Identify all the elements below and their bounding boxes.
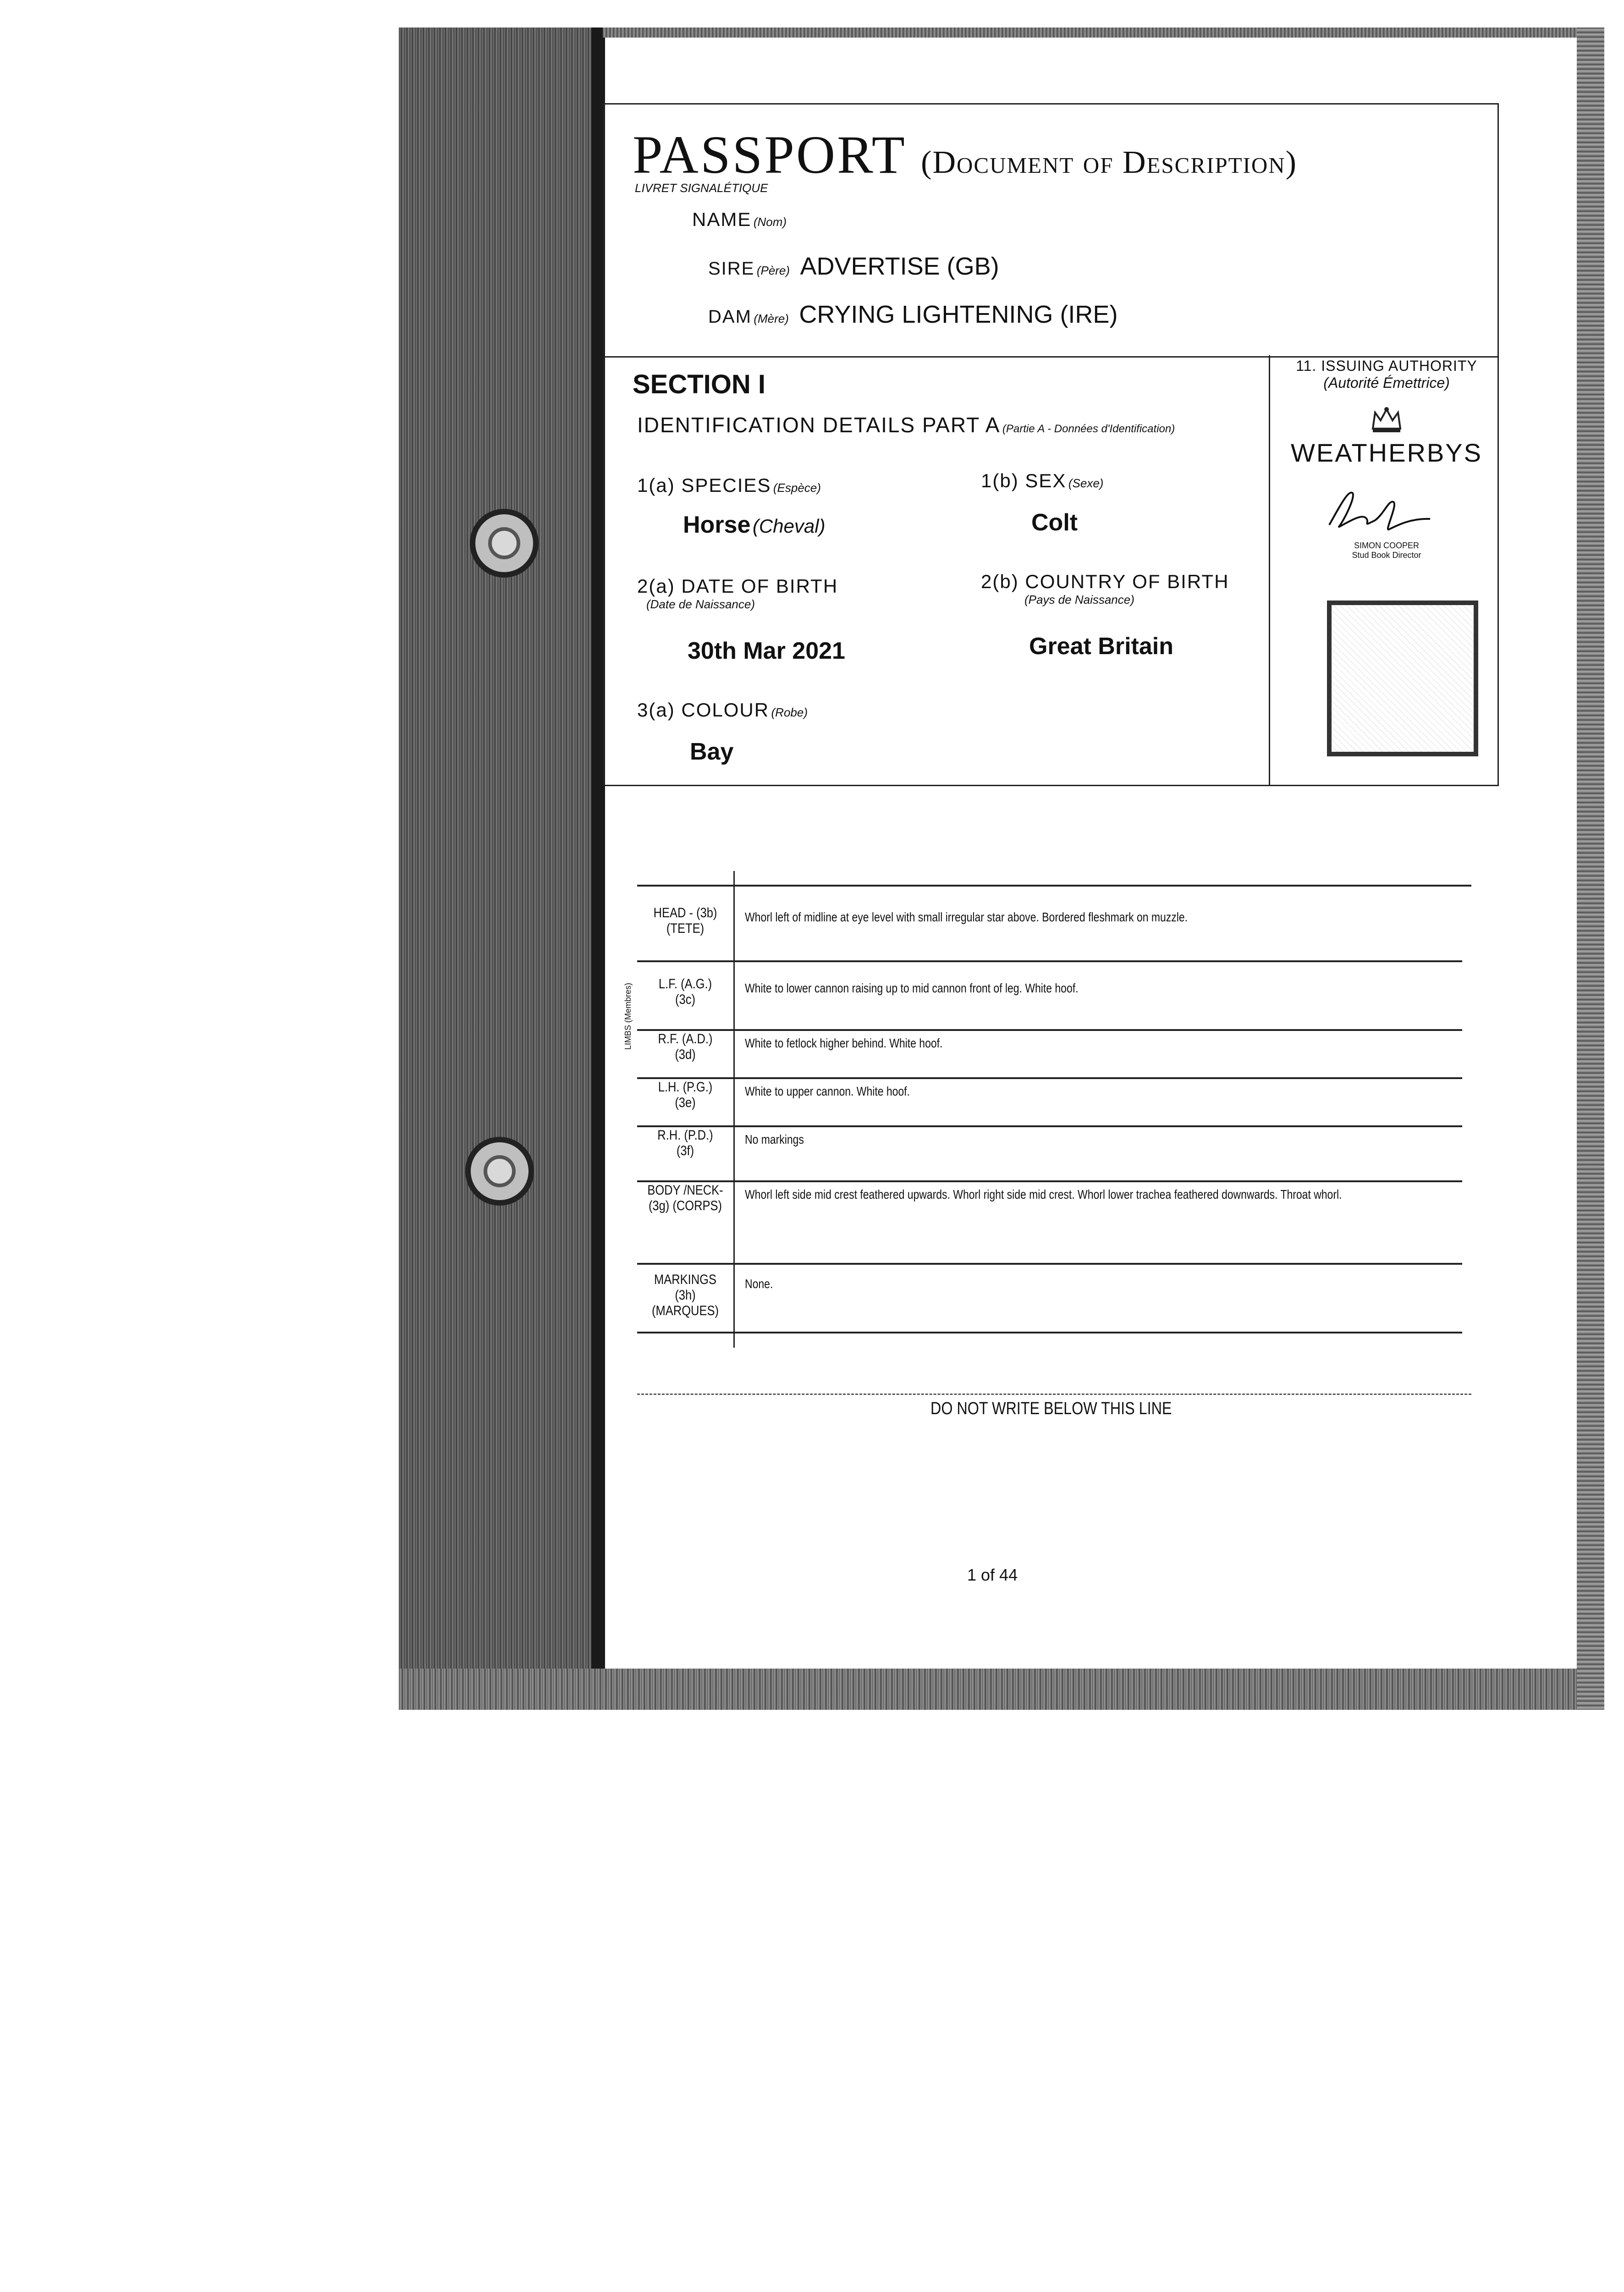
part-title-text: IDENTIFICATION DETAILS PART A: [637, 413, 1001, 437]
marking-label-line2: (3f): [676, 1143, 694, 1158]
marking-description: White to lower cannon raising up to mid cannon front of leg. White hoof.: [745, 981, 1079, 995]
colour-value: Bay: [690, 738, 734, 765]
marking-label-line2: (3g) (CORPS): [648, 1198, 722, 1213]
part-title: [637, 413, 1175, 437]
marking-label-line1: L.H. (P.G.): [658, 1080, 713, 1095]
authority-org: WEATHERBYS: [1291, 438, 1482, 467]
marking-row-rule: [637, 1332, 1462, 1333]
marking-label: [644, 1128, 727, 1159]
binder-spine: [399, 28, 603, 1710]
colour-label: [637, 699, 808, 721]
sire-label: SIRE: [708, 259, 755, 279]
marking-description: None.: [745, 1277, 773, 1291]
marking-label-line2: (3d): [675, 1047, 696, 1062]
species-label-fr: (Espèce): [773, 481, 821, 495]
marking-label-line1: R.H. (P.D.): [657, 1128, 713, 1143]
binder-bottom-edge: [399, 1669, 1600, 1710]
sex-label: [981, 470, 1103, 492]
limbs-vertical-label: LIMBS (Membres): [623, 982, 633, 1050]
marking-row-rule: [637, 1263, 1462, 1265]
sire-row: [708, 252, 999, 281]
marking-label-line1: BODY /NECK-: [647, 1183, 723, 1198]
crown-logo-icon: [1371, 406, 1403, 433]
marking-description: No markings: [745, 1132, 804, 1146]
name-label-fr: (Nom): [753, 215, 787, 229]
marking-description: Whorl left of midline at eye level with small irregular star above. Bordered fleshmark on muzzle.: [745, 910, 1188, 924]
marking-label-line2: (3e): [675, 1095, 696, 1110]
cob-label-text: 2(b) COUNTRY OF BIRTH: [981, 571, 1229, 592]
binder-ring-top: [470, 509, 539, 578]
sire-value: ADVERTISE (GB): [800, 253, 999, 280]
species-value-fr: (Cheval): [752, 515, 826, 537]
marking-row-rule: [637, 960, 1462, 962]
sex-label-text: 1(b) SEX: [981, 470, 1067, 491]
marking-row-rule: [637, 1077, 1462, 1079]
marking-label-line1: HEAD - (3b): [653, 905, 717, 920]
colour-label-fr: (Robe): [771, 705, 808, 719]
cob-label: [981, 571, 1229, 607]
marking-label-line2: (MARQUES): [652, 1303, 719, 1318]
dam-value: CRYING LIGHTENING (IRE): [799, 301, 1118, 328]
divider-line: [637, 1394, 1471, 1396]
species-label-text: 1(a) SPECIES: [637, 474, 771, 496]
species-value-text: Horse: [683, 512, 751, 538]
marking-row-rule: [637, 1125, 1462, 1127]
marking-label-line1: R.F. (A.D.): [658, 1031, 713, 1047]
binder-ring-bottom: [465, 1137, 534, 1206]
marking-label-line2: (3c): [675, 992, 695, 1007]
markings-divider: [733, 871, 735, 1348]
page-top-edge: [603, 28, 1584, 38]
passport-subtitle: (Document of Description): [921, 145, 1297, 180]
marking-description: Whorl left side mid crest feathered upwards. Whorl right side mid crest. Whorl lower trachea feathered downwards. Throat whorl.: [745, 1187, 1342, 1201]
part-title-fr: (Partie A - Données d'Identification): [1002, 423, 1175, 435]
colour-label-text: 3(a) COLOUR: [637, 699, 770, 721]
dob-label-text: 2(a) DATE OF BIRTH: [637, 575, 838, 597]
name-row: [692, 209, 787, 231]
marking-row-rule: [637, 1180, 1462, 1182]
dam-label: DAM: [708, 307, 752, 327]
markings-top-rule: [637, 885, 1471, 887]
marking-label: [644, 905, 727, 937]
species-label: [637, 474, 821, 496]
do-not-write-notice: DO NOT WRITE BELOW THIS LINE: [930, 1399, 1172, 1418]
marking-label: [644, 1183, 727, 1214]
sire-label-fr: (Père): [756, 264, 790, 277]
signature-icon: [1320, 481, 1439, 536]
sex-label-fr: (Sexe): [1068, 476, 1104, 490]
authority-title: 11. ISSUING AUTHORITY: [1296, 358, 1477, 374]
passport-subtitle-fr: LIVRET SIGNALÉTIQUE: [635, 181, 768, 195]
marking-label-line1: MARKINGS (3h): [654, 1272, 717, 1303]
sex-value: Colt: [1031, 509, 1078, 536]
cob-value: Great Britain: [1029, 633, 1173, 660]
dam-row: [708, 300, 1118, 329]
dam-label-fr: (Mère): [754, 312, 789, 325]
dob-label-fr: (Date de Naissance): [646, 597, 755, 611]
dob-value: 30th Mar 2021: [688, 638, 845, 664]
signer-role: Stud Book Director: [1352, 551, 1421, 560]
signer-name: SIMON COOPER: [1354, 541, 1419, 550]
marking-label: [644, 1031, 727, 1063]
issuing-authority: [1279, 358, 1494, 391]
section-title: SECTION I: [633, 369, 766, 399]
passport-title-text: PASSPORT: [633, 125, 906, 185]
marking-label: [644, 976, 727, 1008]
species-value: [683, 511, 826, 539]
cob-label-fr: (Pays de Naissance): [1024, 593, 1134, 606]
signer-block: [1279, 541, 1494, 560]
marking-description: White to upper cannon. White hoof.: [745, 1084, 910, 1098]
dob-label: [637, 575, 838, 612]
marking-row-rule: [637, 1029, 1462, 1031]
authority-divider: [1269, 355, 1270, 786]
authority-title-fr: (Autorité Émettrice): [1323, 375, 1450, 391]
marking-label-line1: L.F. (A.G.): [658, 976, 712, 992]
marking-description: White to fetlock higher behind. White hoof.: [745, 1036, 943, 1050]
marking-label-line2: (TETE): [666, 921, 705, 936]
marking-label: [644, 1272, 727, 1319]
marking-label: [644, 1080, 727, 1111]
page-number: 1 of 44: [967, 1565, 1018, 1584]
page-right-edge: [1577, 28, 1604, 1710]
name-label: NAME: [692, 209, 752, 230]
passport-title: [633, 124, 1297, 186]
official-stamp: [1327, 601, 1478, 756]
